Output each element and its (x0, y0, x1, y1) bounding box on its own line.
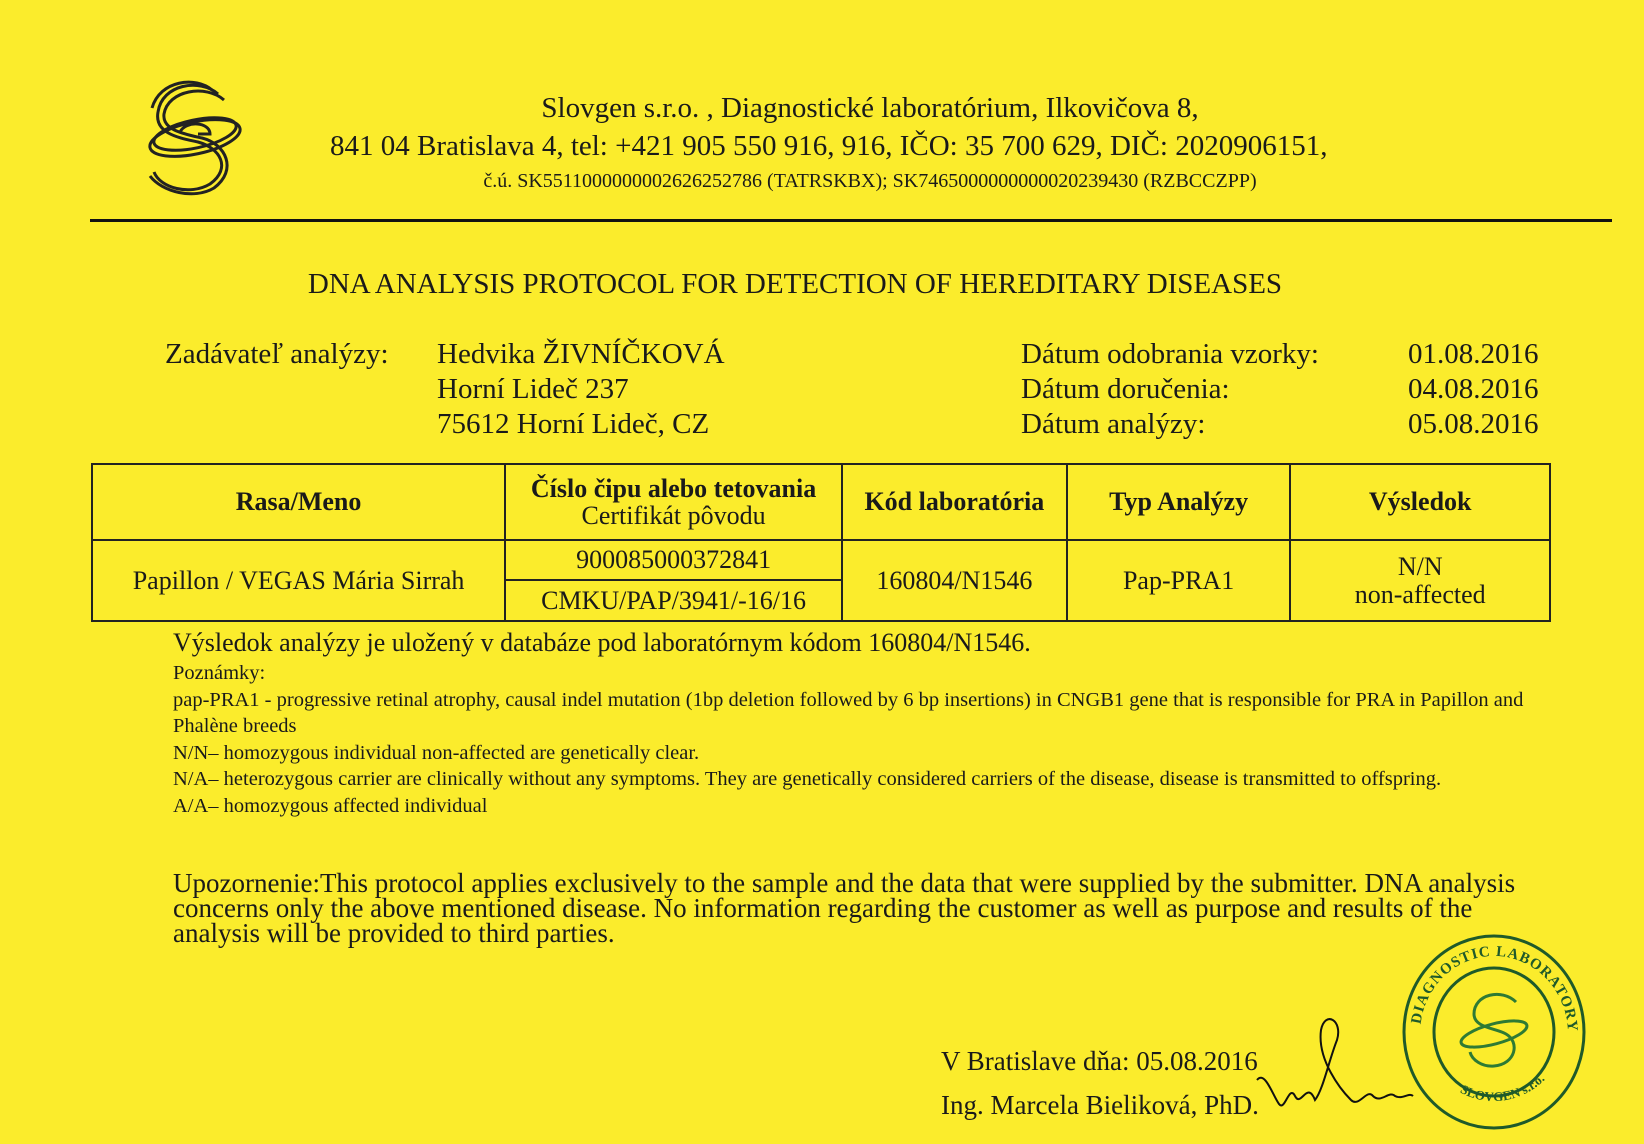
header-chip-sub: Certifikát pôvodu (581, 501, 766, 530)
document-title: DNA ANALYSIS PROTOCOL FOR DETECTION OF HEREDITARY DISEASES (307, 268, 1283, 300)
sampling-date-value: 01.08.2016 (1408, 338, 1539, 370)
submitter-label: Zadávateľ analýzy: (165, 338, 389, 370)
header-analysis-type: Typ Analýzy (1067, 464, 1291, 540)
notes-heading: Poznámky: (173, 662, 266, 684)
stamp-top-text: DIAGNOSTIC LABORATORY (1408, 943, 1581, 1033)
company-address-line: Slovgen s.r.o. , Diagnostické laboratórium, Ilkovičova 8, (541, 92, 1199, 124)
header-breed-name: Rasa/Meno (92, 464, 505, 540)
submitter-city: 75612 Horní Lideč, CZ (437, 408, 710, 440)
cell-analysis-type: Pap-PRA1 (1067, 540, 1291, 621)
stamp-bottom-text: SLOVGEN s.r.o. (1458, 1070, 1548, 1105)
table-header-row (92, 464, 1550, 540)
cell-breed-name: Papillon / VEGAS Mária Sirrah (92, 540, 505, 621)
result-statement: Výsledok analýzy je uložený v databáze pod laboratórnym kódom 160804/N1546. (173, 628, 1031, 657)
delivery-date-value: 04.08.2016 (1408, 373, 1539, 405)
cell-result (1290, 540, 1550, 621)
delivery-date-label: Dátum doručenia: (1021, 373, 1230, 405)
result-text: non-affected (1354, 579, 1486, 609)
company-contact-line: 841 04 Bratislava 4, tel: +421 905 550 916, 916, IČO: 35 700 629, DIČ: 2020906151, (330, 130, 1328, 162)
submitter-street: Horní Lideč 237 (437, 373, 629, 405)
place-and-date: V Bratislave dňa: 05.08.2016 (941, 1046, 1258, 1076)
note-item: N/N– homozygous individual non-affected are genetically clear. (173, 741, 700, 764)
analysis-date-value: 05.08.2016 (1408, 408, 1539, 440)
header-divider (90, 219, 1612, 222)
header-lab-code: Kód laboratória (842, 464, 1067, 540)
header-chip (505, 464, 842, 540)
analysis-date-label: Dátum analýzy: (1021, 408, 1206, 440)
cell-lab-code: 160804/N1546 (842, 540, 1067, 621)
disclaimer: Upozornenie:This protocol applies exclusively to the sample and the data that were supplied by the submitter. DNA analysis concerns only the above mentioned disease. No information regarding the customer as well as purpose and results of the analysis will be provided to third parties. (173, 868, 1516, 948)
lab-stamp-icon (1398, 924, 1590, 1134)
note-item: N/A– heterozygous carrier are clinically without any symptoms. They are genetically considered carriers of the disease, disease is transmitted to offspring. (173, 768, 1442, 790)
header-chip-main: Číslo čipu alebo tetovania (530, 473, 817, 503)
result-code: N/N (1397, 552, 1443, 582)
header-result: Výsledok (1290, 464, 1550, 540)
signer-name: Ing. Marcela Bieliková, PhD. (941, 1090, 1259, 1120)
table-row (92, 540, 1550, 580)
signature-icon (1255, 1000, 1415, 1120)
note-item: A/A– homozygous affected individual (173, 794, 488, 817)
note-item: pap-PRA1 - progressive retinal atrophy, causal indel mutation (1bp deletion followed by 6 bp insertions) in CNGB1 gene that is responsible for PRA in Papillon and Phalène breeds (173, 688, 1524, 737)
sampling-date-label: Dátum odobrania vzorky: (1021, 338, 1319, 370)
cell-certificate: CMKU/PAP/3941/-16/16 (505, 580, 842, 621)
cell-chip: 900085000372841 (505, 540, 842, 580)
company-bank-line: č.ú. SK5511000000002626252786 (TATRSKBX); SK7465000000000020239430 (RZBCCZPP) (483, 170, 1257, 192)
notes-section (173, 660, 1558, 819)
submitter-name: Hedvika ŽIVNÍČKOVÁ (437, 338, 725, 370)
results-table (91, 463, 1551, 622)
